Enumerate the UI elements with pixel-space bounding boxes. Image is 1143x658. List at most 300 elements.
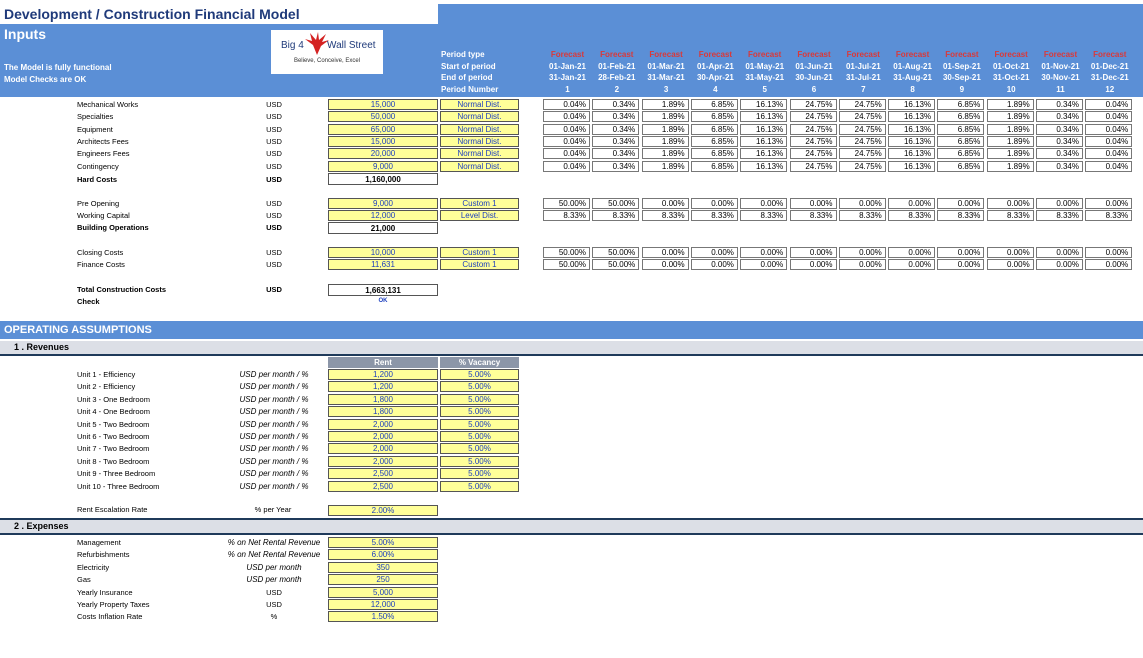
cost-row-unit: USD bbox=[266, 161, 282, 171]
hard-costs-label: Hard Costs bbox=[77, 175, 118, 184]
rent-column-header: Rent bbox=[328, 357, 438, 368]
period-allocation-cell[interactable]: 0.00% bbox=[691, 247, 738, 258]
period-allocation-cell[interactable]: 24.75% bbox=[790, 124, 837, 135]
period-allocation-cell[interactable]: 0.00% bbox=[1036, 259, 1083, 270]
distribution-select[interactable]: Custom 1 bbox=[440, 198, 519, 209]
period-end: 30-Nov-21 bbox=[1041, 73, 1080, 82]
period-allocation-cell[interactable]: 50.00% bbox=[543, 198, 590, 209]
label-period-number: Period Number bbox=[441, 84, 499, 94]
unit-measure: USD per month / % bbox=[239, 407, 309, 417]
period-allocation-cell[interactable]: 0.04% bbox=[543, 148, 590, 159]
period-allocation-cell[interactable]: 16.13% bbox=[740, 124, 787, 135]
expense-label: Gas bbox=[77, 575, 91, 585]
period-allocation-cell[interactable]: 1.89% bbox=[987, 148, 1034, 159]
cost-row-label: Specialties bbox=[77, 112, 114, 122]
unit-label: Unit 5 - Two Bedroom bbox=[77, 419, 150, 429]
period-allocation-cell[interactable]: 0.34% bbox=[592, 124, 639, 135]
page-title: Development / Construction Financial Model bbox=[4, 6, 300, 22]
period-allocation-cell[interactable]: 0.34% bbox=[1036, 148, 1083, 159]
cost-row-unit: USD bbox=[266, 112, 282, 122]
period-column bbox=[592, 49, 641, 95]
period-type: Forecast bbox=[1043, 50, 1078, 59]
period-type: Forecast bbox=[945, 50, 979, 59]
period-allocation-cell[interactable]: 0.00% bbox=[740, 198, 787, 209]
period-type: Forecast bbox=[994, 50, 1028, 59]
cost-row-label: Closing Costs bbox=[77, 248, 124, 257]
period-num: 4 bbox=[713, 84, 718, 94]
period-end: 28-Feb-21 bbox=[598, 73, 636, 82]
rent-input[interactable]: 1,800 bbox=[328, 406, 438, 417]
cost-row-label: Pre Opening bbox=[77, 199, 120, 208]
period-allocation-cell[interactable]: 8.33% bbox=[987, 210, 1034, 221]
period-allocation-cell[interactable]: 0.04% bbox=[543, 111, 590, 122]
period-end: 31-Aug-21 bbox=[893, 73, 932, 82]
rent-input[interactable]: 1,800 bbox=[328, 394, 438, 405]
period-type: Forecast bbox=[846, 50, 880, 59]
period-allocation-cell[interactable]: 24.75% bbox=[839, 124, 886, 135]
unit-measure: USD per month / % bbox=[239, 456, 309, 466]
period-allocation-cell[interactable]: 50.00% bbox=[592, 259, 639, 270]
period-num: 8 bbox=[910, 84, 915, 94]
expense-unit: USD per month bbox=[246, 575, 302, 585]
period-allocation-cell[interactable]: 0.04% bbox=[543, 161, 590, 172]
period-type: Forecast bbox=[797, 50, 831, 59]
period-allocation-cell[interactable]: 0.04% bbox=[543, 136, 590, 147]
period-allocation-cell[interactable]: 24.75% bbox=[790, 111, 837, 122]
expense-label: Costs Inflation Rate bbox=[77, 612, 143, 622]
expense-label: Refurbishments bbox=[77, 550, 130, 560]
cost-row-label: Engineers Fees bbox=[77, 149, 130, 159]
cost-row-label: Architects Fees bbox=[77, 136, 129, 146]
period-allocation-cell[interactable]: 1.89% bbox=[987, 161, 1034, 172]
period-allocation-cell[interactable]: 0.00% bbox=[1036, 198, 1083, 209]
cost-row-unit: USD bbox=[266, 136, 282, 146]
period-allocation-cell[interactable]: 6.85% bbox=[937, 124, 984, 135]
period-allocation-cell[interactable]: 0.34% bbox=[592, 148, 639, 159]
period-allocation-cell[interactable]: 16.13% bbox=[740, 136, 787, 147]
label-end-of-period: End of period bbox=[441, 73, 493, 82]
cost-amount-input[interactable]: 50,000 bbox=[328, 111, 438, 122]
period-end: 31-Dec-21 bbox=[1090, 73, 1129, 82]
unit-label: Unit 8 - Two Bedroom bbox=[77, 456, 150, 466]
unit-measure: USD per month / % bbox=[239, 370, 309, 379]
period-allocation-cell[interactable]: 24.75% bbox=[839, 111, 886, 122]
period-allocation-cell[interactable]: 24.75% bbox=[790, 161, 837, 172]
label-start-of-period: Start of period bbox=[441, 61, 496, 71]
vacancy-input[interactable]: 5.00% bbox=[440, 394, 519, 405]
cost-row-label: Working Capital bbox=[77, 211, 130, 220]
expense-label: Yearly Property Taxes bbox=[77, 600, 150, 609]
period-allocation-cell[interactable]: 0.00% bbox=[987, 247, 1034, 258]
expense-input[interactable]: 350 bbox=[328, 562, 438, 573]
cost-amount-input[interactable]: 15,000 bbox=[328, 99, 438, 110]
total-construction-unit: USD bbox=[266, 285, 282, 294]
cost-amount-input[interactable]: 20,000 bbox=[328, 148, 438, 159]
period-column bbox=[740, 49, 789, 95]
period-start: 01-Mar-21 bbox=[647, 61, 685, 71]
expense-unit: % on Net Rental Revenue bbox=[227, 538, 321, 547]
period-allocation-cell[interactable]: 0.00% bbox=[987, 198, 1034, 209]
period-allocation-cell[interactable]: 6.85% bbox=[691, 111, 738, 122]
period-allocation-cell[interactable]: 0.00% bbox=[1085, 247, 1132, 258]
period-allocation-cell[interactable]: 6.85% bbox=[691, 136, 738, 147]
hard-costs-unit: USD bbox=[266, 175, 282, 184]
period-allocation-cell[interactable]: 1.89% bbox=[987, 111, 1034, 122]
unit-measure: USD per month / % bbox=[239, 469, 309, 479]
period-allocation-cell[interactable]: 24.75% bbox=[790, 99, 837, 110]
period-allocation-cell[interactable]: 50.00% bbox=[543, 247, 590, 258]
cost-amount-input[interactable]: 12,000 bbox=[328, 210, 438, 221]
period-allocation-cell[interactable]: 0.04% bbox=[1085, 111, 1132, 122]
vacancy-input[interactable]: 5.00% bbox=[440, 443, 519, 454]
period-allocation-cell[interactable]: 0.00% bbox=[987, 259, 1034, 270]
period-allocation-cell[interactable]: 0.00% bbox=[888, 247, 935, 258]
expense-unit: USD bbox=[266, 600, 282, 609]
cost-row-unit: USD bbox=[266, 248, 282, 257]
period-allocation-cell[interactable]: 8.33% bbox=[1085, 210, 1132, 221]
period-allocation-cell[interactable]: 6.85% bbox=[937, 111, 984, 122]
period-allocation-cell[interactable]: 0.00% bbox=[790, 259, 837, 270]
period-column bbox=[888, 49, 937, 95]
period-allocation-cell[interactable]: 8.33% bbox=[740, 210, 787, 221]
expenses-divider bbox=[0, 533, 1143, 535]
period-allocation-cell[interactable]: 1.89% bbox=[642, 99, 689, 110]
period-num: 1 bbox=[565, 84, 570, 94]
period-type: Forecast bbox=[1093, 50, 1127, 59]
period-allocation-cell[interactable]: 0.00% bbox=[790, 247, 837, 258]
expense-input[interactable]: 1.50% bbox=[328, 611, 438, 622]
period-allocation-cell[interactable]: 0.34% bbox=[592, 99, 639, 110]
period-column bbox=[1036, 49, 1085, 95]
period-column bbox=[1085, 49, 1134, 95]
unit-label: Unit 7 - Two Bedroom bbox=[77, 444, 150, 454]
cost-row-label: Mechanical Works bbox=[77, 100, 139, 109]
unit-label: Unit 10 - Three Bedroom bbox=[77, 481, 160, 491]
check-status: OK bbox=[378, 298, 388, 304]
rent-input[interactable]: 2,500 bbox=[328, 468, 438, 479]
period-type: Forecast bbox=[649, 50, 683, 59]
unit-measure: USD per month / % bbox=[239, 432, 309, 441]
vacancy-input[interactable]: 5.00% bbox=[440, 456, 519, 467]
unit-measure: USD per month / % bbox=[239, 481, 309, 491]
vacancy-input[interactable]: 5.00% bbox=[440, 381, 519, 392]
period-allocation-cell[interactable]: 0.04% bbox=[1085, 136, 1132, 147]
label-period-type: Period type bbox=[441, 50, 485, 59]
period-allocation-cell[interactable]: 6.85% bbox=[691, 161, 738, 172]
period-allocation-cell[interactable]: 0.00% bbox=[839, 247, 886, 258]
distribution-select[interactable]: Normal Dist. bbox=[440, 99, 519, 110]
logo-tagline: Believe, Conceive, Excel bbox=[293, 58, 361, 64]
vacancy-input[interactable]: 5.00% bbox=[440, 431, 519, 442]
period-allocation-cell[interactable]: 0.00% bbox=[691, 259, 738, 270]
period-allocation-cell[interactable]: 8.33% bbox=[937, 210, 984, 221]
period-num: 3 bbox=[663, 84, 669, 94]
revenues-section-header: 1 . Revenues bbox=[0, 341, 1143, 354]
expense-input[interactable]: 5,000 bbox=[328, 587, 438, 598]
period-allocation-cell[interactable]: 0.00% bbox=[839, 198, 886, 209]
cost-row-label: Equipment bbox=[77, 124, 113, 134]
period-allocation-cell[interactable]: 50.00% bbox=[592, 198, 639, 209]
cost-row-unit: USD bbox=[266, 149, 282, 159]
period-allocation-cell[interactable]: 0.34% bbox=[592, 111, 639, 122]
period-allocation-cell[interactable]: 0.00% bbox=[937, 198, 984, 209]
cost-row-label: Finance Costs bbox=[77, 260, 125, 269]
expense-unit: % on Net Rental Revenue bbox=[227, 550, 321, 560]
building-operations-total: 21,000 bbox=[328, 222, 438, 234]
period-start: 01-Jan-21 bbox=[549, 61, 586, 71]
cost-amount-input[interactable]: 9,000 bbox=[328, 198, 438, 209]
period-allocation-cell[interactable]: 6.85% bbox=[937, 136, 984, 147]
period-allocation-cell[interactable]: 24.75% bbox=[790, 148, 837, 159]
period-num: 12 bbox=[1105, 84, 1115, 94]
rent-input[interactable]: 2,000 bbox=[328, 431, 438, 442]
period-allocation-cell[interactable]: 1.89% bbox=[987, 99, 1034, 110]
period-allocation-cell[interactable]: 24.75% bbox=[839, 148, 886, 159]
rent-input[interactable]: 2,000 bbox=[328, 419, 438, 430]
period-end: 31-Oct-21 bbox=[992, 73, 1030, 82]
cost-row-unit: USD bbox=[266, 211, 282, 220]
period-start: 01-Dec-21 bbox=[1090, 61, 1129, 71]
period-allocation-cell[interactable]: 0.34% bbox=[1036, 136, 1083, 147]
cost-amount-input[interactable]: 9,000 bbox=[328, 161, 438, 172]
period-allocation-cell[interactable]: 16.13% bbox=[888, 111, 935, 122]
period-allocation-cell[interactable]: 8.33% bbox=[790, 210, 837, 221]
period-allocation-cell[interactable]: 24.75% bbox=[790, 136, 837, 147]
period-allocation-cell[interactable]: 6.85% bbox=[691, 148, 738, 159]
period-allocation-cell[interactable]: 0.34% bbox=[1036, 111, 1083, 122]
period-allocation-cell[interactable]: 6.85% bbox=[937, 161, 984, 172]
rent-escalation-input[interactable]: 2.00% bbox=[328, 505, 438, 516]
unit-measure: USD per month / % bbox=[239, 419, 309, 429]
period-allocation-cell[interactable]: 0.00% bbox=[888, 198, 935, 209]
cost-amount-input[interactable]: 11,631 bbox=[328, 259, 438, 270]
expense-unit: % bbox=[270, 612, 278, 622]
period-allocation-cell[interactable]: 50.00% bbox=[543, 259, 590, 270]
period-allocation-cell[interactable]: 0.34% bbox=[1036, 99, 1083, 110]
period-start: 01-Apr-21 bbox=[696, 61, 734, 71]
period-allocation-cell[interactable]: 1.89% bbox=[987, 136, 1034, 147]
period-allocation-cell[interactable]: 8.33% bbox=[888, 210, 935, 221]
period-allocation-cell[interactable]: 0.34% bbox=[1036, 161, 1083, 172]
period-end: 30-Apr-21 bbox=[696, 73, 734, 82]
expense-unit: USD per month bbox=[246, 562, 302, 572]
period-allocation-cell[interactable]: 8.33% bbox=[691, 210, 738, 221]
distribution-select[interactable]: Normal Dist. bbox=[440, 111, 519, 122]
period-column bbox=[543, 49, 592, 95]
period-allocation-cell[interactable]: 8.33% bbox=[642, 210, 689, 221]
rent-input[interactable]: 1,200 bbox=[328, 369, 438, 380]
period-allocation-cell[interactable]: 0.34% bbox=[592, 136, 639, 147]
rent-input[interactable]: 2,000 bbox=[328, 443, 438, 454]
period-allocation-cell[interactable]: 24.75% bbox=[839, 99, 886, 110]
cost-amount-input[interactable]: 65,000 bbox=[328, 124, 438, 135]
period-start: 01-Oct-21 bbox=[992, 61, 1030, 71]
period-allocation-cell[interactable]: 0.00% bbox=[642, 247, 689, 258]
period-allocation-cell[interactable]: 8.33% bbox=[543, 210, 590, 221]
period-end: 31-Mar-21 bbox=[647, 73, 685, 82]
period-num: 5 bbox=[762, 84, 767, 94]
expense-input[interactable]: 12,000 bbox=[328, 599, 438, 610]
period-allocation-cell[interactable]: 0.00% bbox=[790, 198, 837, 209]
period-start: 01-Jun-21 bbox=[795, 61, 833, 71]
period-allocation-cell[interactable]: 1.89% bbox=[642, 124, 689, 135]
expenses-section-header: 2 . Expenses bbox=[0, 520, 1143, 533]
period-allocation-cell[interactable]: 16.13% bbox=[740, 99, 787, 110]
period-allocation-cell[interactable]: 24.75% bbox=[839, 161, 886, 172]
period-end: 31-May-21 bbox=[745, 73, 785, 82]
vacancy-input[interactable]: 5.00% bbox=[440, 481, 519, 492]
unit-label: Unit 9 - Three Bedroom bbox=[77, 469, 156, 479]
period-allocation-cell[interactable]: 16.13% bbox=[888, 99, 935, 110]
period-allocation-cell[interactable]: 0.04% bbox=[543, 99, 590, 110]
vacancy-input[interactable]: 5.00% bbox=[440, 406, 519, 417]
period-allocation-cell[interactable]: 0.00% bbox=[839, 259, 886, 270]
vacancy-input[interactable]: 5.00% bbox=[440, 369, 519, 380]
cost-amount-input[interactable]: 10,000 bbox=[328, 247, 438, 258]
expense-unit: USD bbox=[266, 587, 282, 597]
period-allocation-cell[interactable]: 0.00% bbox=[691, 198, 738, 209]
model-status-line: The Model is fully functional bbox=[4, 63, 112, 72]
period-allocation-cell[interactable]: 0.00% bbox=[937, 247, 984, 258]
expense-label: Electricity bbox=[77, 562, 110, 572]
distribution-select[interactable]: Custom 1 bbox=[440, 247, 519, 258]
expense-input[interactable]: 5.00% bbox=[328, 537, 438, 548]
cost-amount-input[interactable]: 15,000 bbox=[328, 136, 438, 147]
period-start: 01-Nov-21 bbox=[1041, 61, 1080, 71]
period-header-labels bbox=[441, 49, 498, 95]
period-end: 31-Jan-21 bbox=[549, 73, 586, 82]
period-num: 9 bbox=[959, 84, 965, 94]
period-allocation-cell[interactable]: 50.00% bbox=[592, 247, 639, 258]
period-allocation-cell[interactable]: 16.13% bbox=[888, 124, 935, 135]
period-allocation-cell[interactable]: 6.85% bbox=[691, 99, 738, 110]
period-allocation-cell[interactable]: 0.04% bbox=[1085, 124, 1132, 135]
unit-label: Unit 1 - Efficiency bbox=[77, 370, 136, 379]
period-start: 01-Feb-21 bbox=[598, 61, 636, 71]
cost-row-unit: USD bbox=[266, 100, 282, 109]
period-allocation-cell[interactable]: 6.85% bbox=[937, 99, 984, 110]
expense-label: Yearly Insurance bbox=[77, 587, 133, 597]
period-allocation-cell[interactable]: 8.33% bbox=[839, 210, 886, 221]
period-allocation-cell[interactable]: 0.04% bbox=[1085, 148, 1132, 159]
rent-input[interactable]: 2,500 bbox=[328, 481, 438, 492]
period-start: 01-Jul-21 bbox=[845, 61, 881, 71]
period-type: Forecast bbox=[550, 50, 585, 59]
period-allocation-cell[interactable]: 0.04% bbox=[1085, 99, 1132, 110]
period-allocation-cell[interactable]: 1.89% bbox=[987, 124, 1034, 135]
expense-label: Management bbox=[77, 538, 121, 547]
distribution-select[interactable]: Level Dist. bbox=[440, 210, 519, 221]
period-allocation-cell[interactable]: 0.00% bbox=[937, 259, 984, 270]
period-allocation-cell[interactable]: 0.00% bbox=[740, 259, 787, 270]
period-start: 01-May-21 bbox=[745, 61, 785, 71]
logo-text-right: Wall Street bbox=[327, 40, 376, 51]
cost-row-unit: USD bbox=[266, 124, 282, 134]
period-column bbox=[839, 49, 888, 95]
company-logo bbox=[271, 30, 383, 74]
vacancy-input[interactable]: 5.00% bbox=[440, 419, 519, 430]
expense-input[interactable]: 6.00% bbox=[328, 549, 438, 560]
period-allocation-cell[interactable]: 8.33% bbox=[1036, 210, 1083, 221]
period-allocation-cell[interactable]: 0.00% bbox=[888, 259, 935, 270]
unit-label: Unit 2 - Efficiency bbox=[77, 382, 136, 392]
revenues-divider bbox=[0, 354, 1143, 356]
period-allocation-cell[interactable]: 0.04% bbox=[1085, 161, 1132, 172]
period-allocation-cell[interactable]: 16.13% bbox=[888, 161, 935, 172]
distribution-select[interactable]: Custom 1 bbox=[440, 259, 519, 270]
distribution-select[interactable]: Normal Dist. bbox=[440, 136, 519, 147]
unit-label: Unit 3 - One Bedroom bbox=[77, 394, 150, 404]
period-allocation-cell[interactable]: 6.85% bbox=[691, 124, 738, 135]
period-allocation-cell[interactable]: 16.13% bbox=[888, 148, 935, 159]
total-construction-label: Total Construction Costs bbox=[77, 285, 167, 294]
period-type: Forecast bbox=[748, 50, 782, 59]
period-allocation-cell[interactable]: 0.00% bbox=[1085, 198, 1132, 209]
cost-row-unit: USD bbox=[266, 199, 282, 208]
period-allocation-cell[interactable]: 16.13% bbox=[740, 161, 787, 172]
period-type: Forecast bbox=[600, 50, 634, 59]
period-allocation-cell[interactable]: 6.85% bbox=[937, 148, 984, 159]
total-construction-value: 1,663,131 bbox=[328, 284, 438, 296]
period-column bbox=[691, 49, 740, 95]
period-column bbox=[790, 49, 839, 95]
distribution-select[interactable]: Normal Dist. bbox=[440, 161, 519, 172]
period-allocation-cell[interactable]: 0.04% bbox=[543, 124, 590, 135]
period-allocation-cell[interactable]: 1.89% bbox=[642, 161, 689, 172]
period-allocation-cell[interactable]: 8.33% bbox=[592, 210, 639, 221]
period-allocation-cell[interactable]: 1.89% bbox=[642, 148, 689, 159]
rent-escalation-unit: % per Year bbox=[254, 505, 292, 514]
period-allocation-cell[interactable]: 0.00% bbox=[642, 198, 689, 209]
period-allocation-cell[interactable]: 16.13% bbox=[740, 111, 787, 122]
period-column bbox=[937, 49, 986, 95]
model-status-line: Model Checks are OK bbox=[4, 75, 87, 84]
hard-costs-total: 1,160,000 bbox=[328, 173, 438, 185]
operating-assumptions-header: OPERATING ASSUMPTIONS bbox=[0, 321, 1143, 339]
rent-input[interactable]: 2,000 bbox=[328, 456, 438, 467]
vacancy-input[interactable]: 5.00% bbox=[440, 468, 519, 479]
period-allocation-cell[interactable]: 0.34% bbox=[592, 161, 639, 172]
period-allocation-cell[interactable]: 16.13% bbox=[888, 136, 935, 147]
distribution-select[interactable]: Normal Dist. bbox=[440, 124, 519, 135]
check-label: Check bbox=[77, 297, 100, 306]
rent-escalation-label: Rent Escalation Rate bbox=[77, 505, 148, 514]
period-allocation-cell[interactable]: 0.00% bbox=[1036, 247, 1083, 258]
period-end: 31-Jul-21 bbox=[845, 73, 881, 82]
rent-input[interactable]: 1,200 bbox=[328, 381, 438, 392]
period-allocation-cell[interactable]: 16.13% bbox=[740, 148, 787, 159]
period-allocation-cell[interactable]: 0.34% bbox=[1036, 124, 1083, 135]
period-num: 7 bbox=[861, 84, 866, 94]
period-allocation-cell[interactable]: 0.00% bbox=[642, 259, 689, 270]
cost-row-unit: USD bbox=[266, 260, 282, 269]
period-allocation-cell[interactable]: 0.00% bbox=[1085, 259, 1132, 270]
expense-input[interactable]: 250 bbox=[328, 574, 438, 585]
period-allocation-cell[interactable]: 1.89% bbox=[642, 136, 689, 147]
period-column bbox=[987, 49, 1036, 95]
building-operations-unit: USD bbox=[266, 223, 282, 232]
period-allocation-cell[interactable]: 24.75% bbox=[839, 136, 886, 147]
logo-text-left: Big 4 bbox=[281, 40, 304, 51]
unit-measure: USD per month / % bbox=[239, 382, 309, 392]
period-allocation-cell[interactable]: 1.89% bbox=[642, 111, 689, 122]
inputs-title: Inputs bbox=[4, 26, 46, 42]
period-start: 01-Aug-21 bbox=[893, 61, 932, 71]
model-status bbox=[4, 62, 112, 86]
period-allocation-cell[interactable]: 0.00% bbox=[740, 247, 787, 258]
unit-measure: USD per month / % bbox=[239, 444, 309, 454]
distribution-select[interactable]: Normal Dist. bbox=[440, 148, 519, 159]
